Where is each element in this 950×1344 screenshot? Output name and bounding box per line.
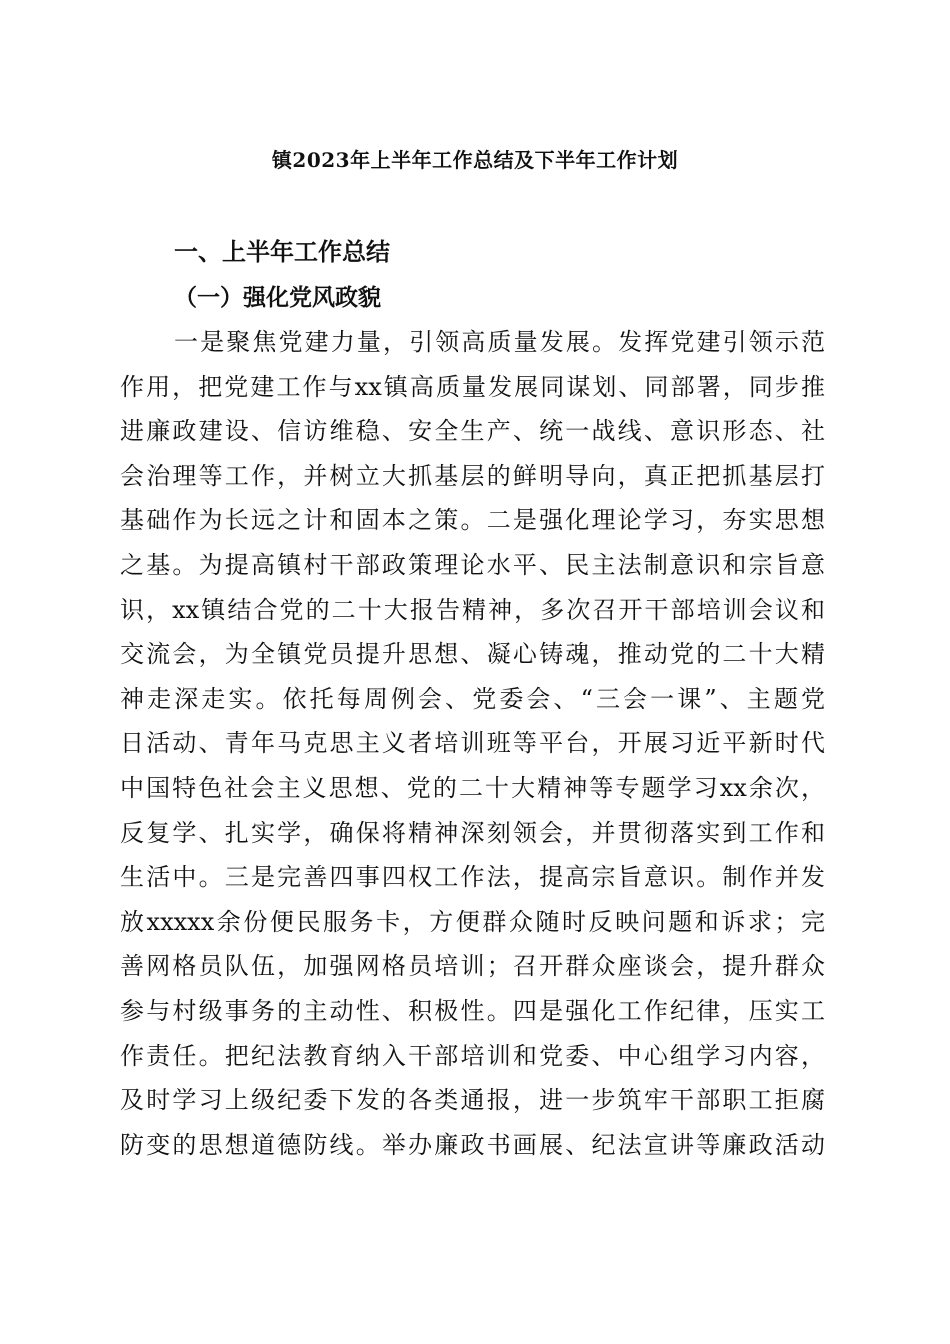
document-title: 镇2023年上半年工作总结及下半年工作计划 — [271, 148, 679, 172]
paragraph-line: 作责任。把纪法教育纳入干部培训和党委、中心组学习内容， — [120, 1041, 825, 1070]
paragraph-line: 交流会，为全镇党员提升思想、凝心铸魂，推动党的二十大精 — [120, 640, 825, 669]
paragraph-line: 一是聚焦党建力量，引领高质量发展。发挥党建引领示范 — [174, 328, 825, 356]
subsection-heading: （一）强化党风政貌 — [174, 284, 381, 311]
paragraph-line: 防变的思想道德防线。举办廉政书画展、纪法宣讲等廉政活动 — [120, 1130, 825, 1159]
paragraph-line: 之基。为提高镇村干部政策理论水平、民主法制意识和宗旨意 — [120, 550, 825, 579]
paragraph-line: 善网格员队伍，加强网格员培训；召开群众座谈会，提升群众 — [120, 952, 825, 981]
paragraph-line: 中国特色社会主义思想、党的二十大精神等专题学习xx余次， — [120, 773, 825, 802]
paragraph-line: 神走深走实。依托每周例会、党委会、“三会一课”、主题党 — [120, 684, 825, 713]
paragraph-line: 基础作为长远之计和固本之策。二是强化理论学习，夯实思想 — [120, 506, 825, 535]
body-paragraph — [120, 320, 825, 1167]
paragraph-line: 参与村级事务的主动性、积极性。四是强化工作纪律，压实工 — [120, 996, 825, 1025]
paragraph-line: 日活动、青年马克思主义者培训班等平台，开展习近平新时代 — [120, 729, 825, 758]
paragraph-line: 及时学习上级纪委下发的各类通报，进一步筑牢干部职工拒腐 — [120, 1086, 825, 1115]
paragraph-line: 进廉政建设、信访维稳、安全生产、统一战线、意识形态、社 — [120, 417, 825, 446]
paragraph-line: 放xxxxx余份便民服务卡，方便群众随时反映问题和诉求；完 — [120, 907, 825, 936]
section-heading: 一、上半年工作总结 — [174, 238, 390, 266]
paragraph-line: 生活中。三是完善四事四权工作法，提高宗旨意识。制作并发 — [120, 863, 825, 892]
paragraph-line: 识，xx镇结合党的二十大报告精神，多次召开干部培训会议和 — [120, 595, 825, 624]
paragraph-line: 反复学、扎实学，确保将精神深刻领会，并贯彻落实到工作和 — [120, 818, 825, 847]
paragraph-line: 作用，把党建工作与xx镇高质量发展同谋划、同部署，同步推 — [120, 372, 825, 401]
paragraph-line: 会治理等工作，并树立大抓基层的鲜明导向，真正把抓基层打 — [120, 461, 825, 490]
